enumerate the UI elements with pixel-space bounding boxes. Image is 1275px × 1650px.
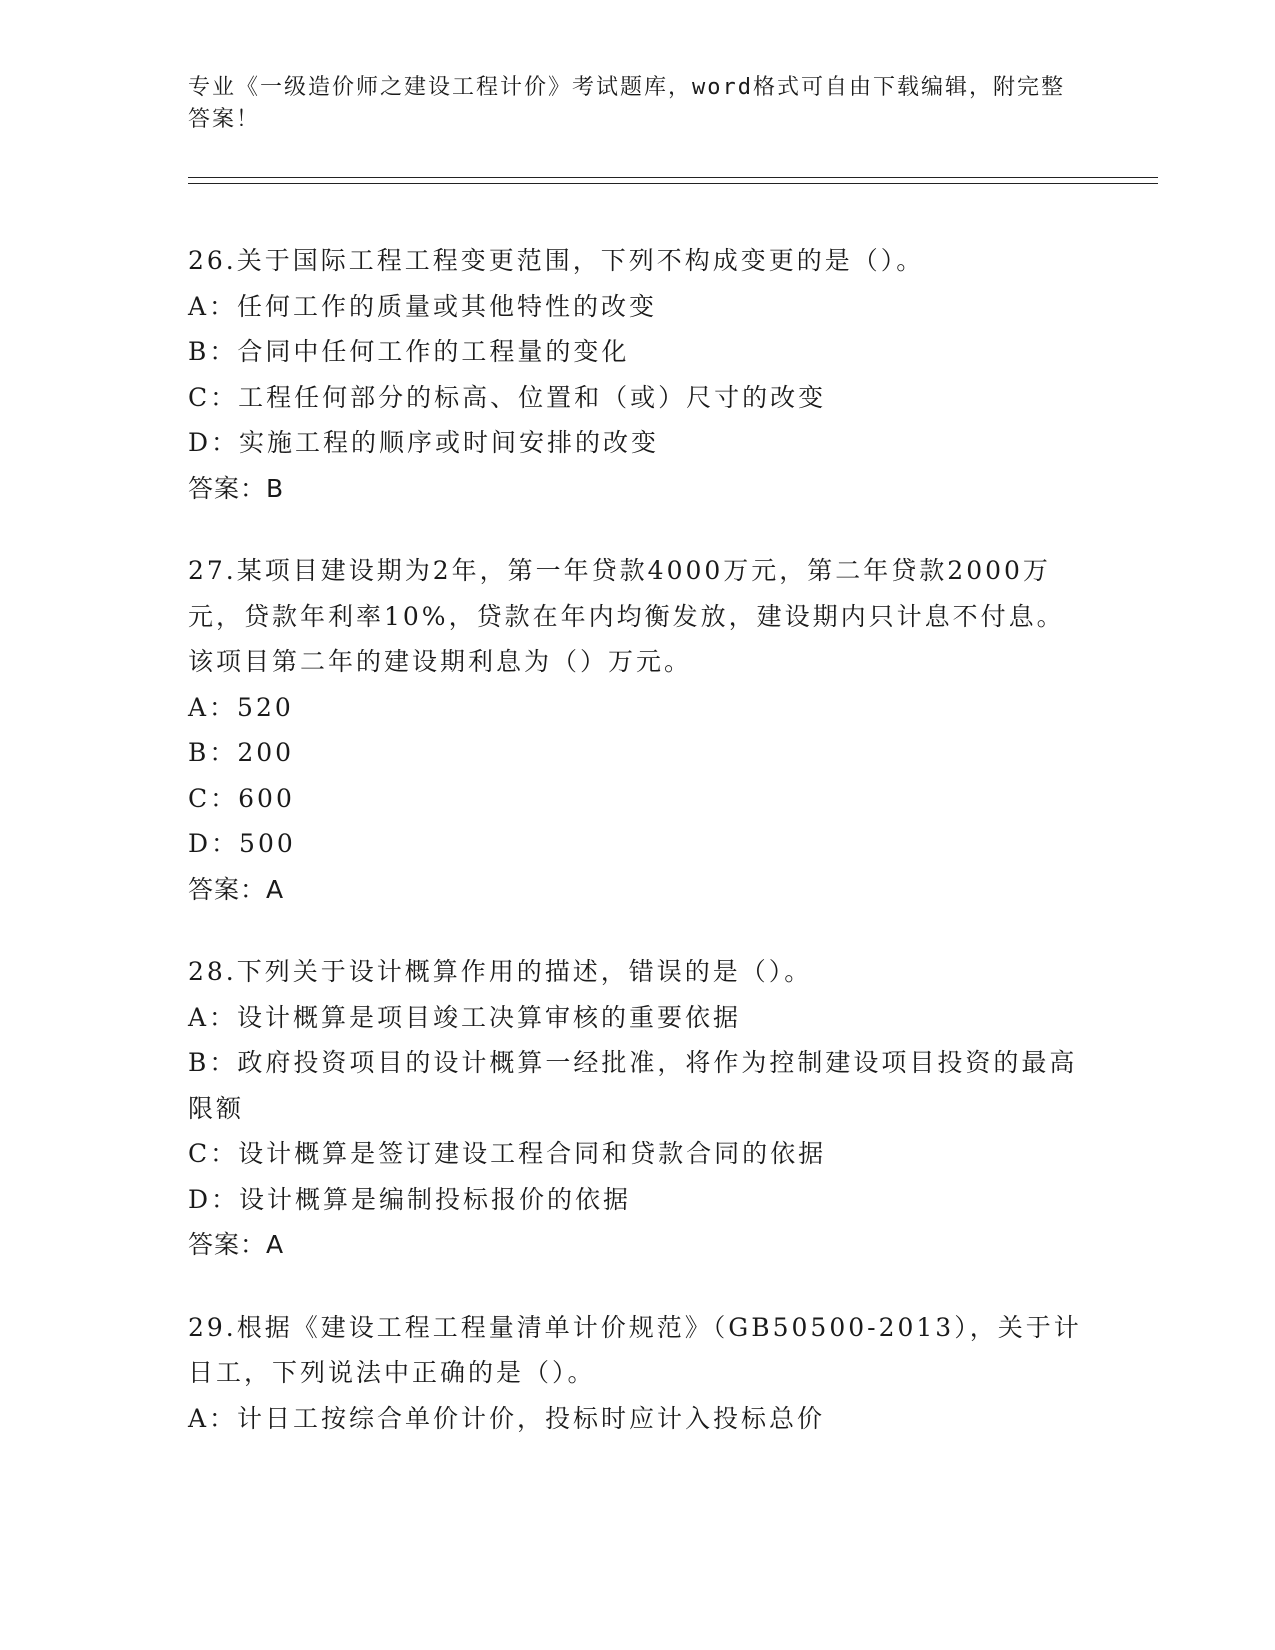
option-d: D：实施工程的顺序或时间安排的改变: [188, 428, 660, 457]
question-list: [188, 238, 1088, 1478]
document-header: 专业《一级造价师之建设工程计价》考试题库，word格式可自由下载编辑，附完整答案！: [188, 75, 1065, 132]
option-d: D：500: [188, 829, 296, 858]
answer: 答案：B: [188, 473, 285, 503]
header-divider-bottom: [188, 183, 1158, 184]
option-c: C：工程任何部分的标高、位置和（或）尺寸的改变: [188, 382, 827, 412]
option-b: B：合同中任何工作的工程量的变化: [188, 337, 630, 366]
question-28: [188, 949, 1088, 1268]
question-stem: 27.某项目建设期为2年，第一年贷款4000万元，第二年贷款2000万元，贷款年利率10%，贷款在年内均衡发放，建设期内只计息不付息。该项目第二年的建设期利息为（）万元。: [188, 556, 1065, 676]
answer: 答案：A: [188, 1230, 285, 1259]
option-b: B：政府投资项目的设计概算一经批准，将作为控制建设项目投资的最高限额: [188, 1048, 1078, 1123]
question-26: [188, 238, 1088, 511]
option-a: A：520: [188, 692, 294, 722]
question-27: [188, 548, 1088, 912]
option-d: D：设计概算是编制投标报价的依据: [188, 1184, 632, 1214]
option-a: A：任何工作的质量或其他特性的改变: [188, 291, 658, 321]
option-c: C：600: [188, 783, 295, 813]
question-stem: 28.下列关于设计概算作用的描述，错误的是（）。: [188, 957, 813, 986]
question-stem: 26.关于国际工程工程变更范围，下列不构成变更的是（）。: [188, 246, 925, 275]
header-divider-top: [188, 177, 1158, 178]
question-stem: 29.根据《建设工程工程量清单计价规范》（GB50500-2013），关于计日工，下列说法中正确的是（）。: [188, 1312, 1082, 1387]
option-b: B：200: [188, 738, 295, 767]
question-29: [188, 1305, 1088, 1442]
answer: 答案：A: [188, 874, 285, 904]
option-a: A：设计概算是项目竣工决算审核的重要依据: [188, 1002, 742, 1032]
option-c: C：设计概算是签订建设工程合同和贷款合同的依据: [188, 1139, 827, 1168]
option-a: A：计日工按综合单价计价，投标时应计入投标总价: [188, 1403, 826, 1433]
